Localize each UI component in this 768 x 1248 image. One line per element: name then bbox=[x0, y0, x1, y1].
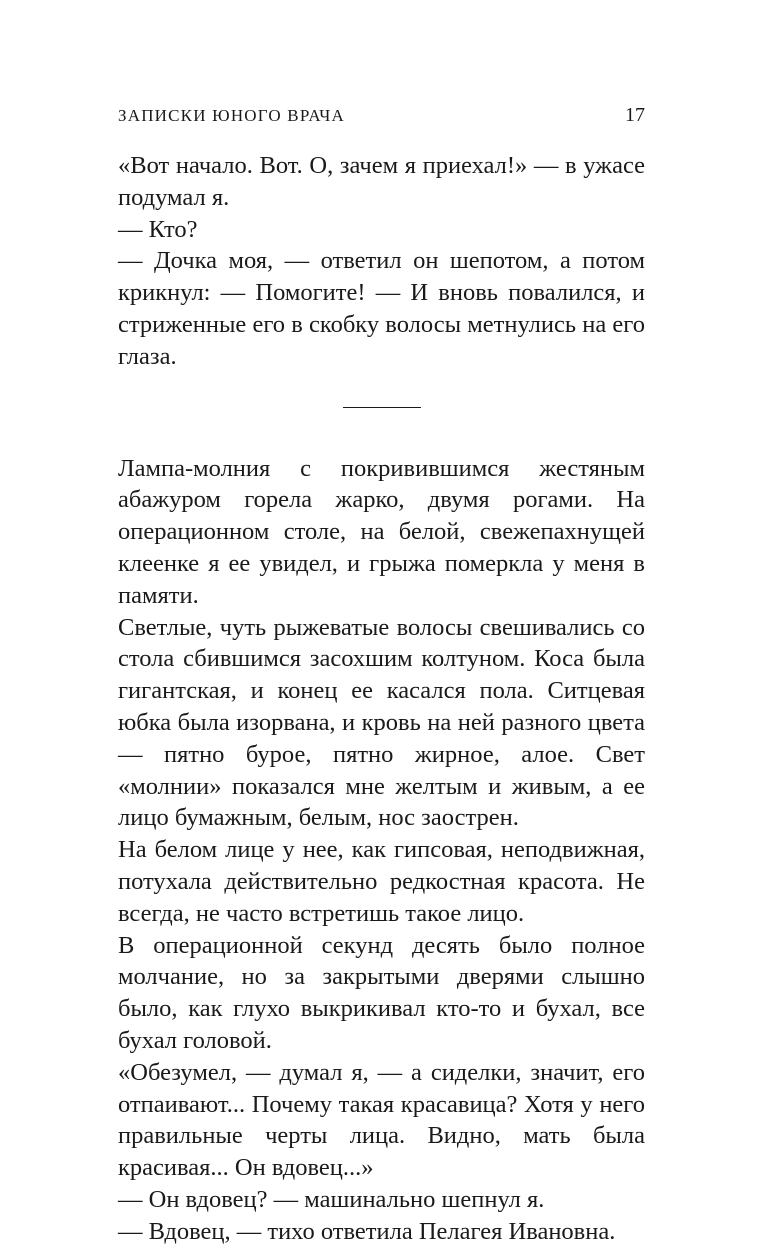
paragraph: — Вдовец, — тихо ответила Пелагея Ивановна. bbox=[118, 1217, 616, 1245]
paragraph: В операционной секунд десять было полное молчание, но за закрытыми дверями слышно было, как глухо выкрикивал кто-то и бухал, все бухал головой. bbox=[118, 931, 645, 1054]
page-number: 17 bbox=[625, 104, 645, 126]
body-text bbox=[118, 150, 645, 1248]
paragraph: Лампа-молния с покривившимся жестяным абажуром горела жарко, двумя рогами. На операционном столе, на белой, свежепахнущей клеенке я ее увидел, и грыжа померкла у меня в памяти. bbox=[118, 454, 645, 609]
paragraph: — Кто? bbox=[118, 215, 198, 243]
running-head bbox=[118, 104, 645, 127]
paragraph: «Вот начало. Вот. О, зачем я приехал!» — в ужасе подумал я. bbox=[118, 152, 645, 211]
paragraph: На белом лице у нее, как гипсовая, неподвижная, потухала действительно редкостная красота. Не всегда, не часто встретишь такое лицо. bbox=[118, 836, 645, 927]
paragraph: «Обезумел, — думал я, — а сиделки, значит, его отпаивают... Почему такая красавица? Хотя у него правильные черты лица. Видно, мать была красивая... Он вдовец...» bbox=[118, 1058, 645, 1182]
paragraph: — Он вдовец? — машинально шепнул я. bbox=[118, 1185, 545, 1213]
running-title: ЗАПИСКИ ЮНОГО ВРАЧА bbox=[118, 106, 345, 125]
paragraph: Светлые, чуть рыжеватые волосы свешивались со стола сбившимся засохшим колтуном. Коса была гигантская, и конец ее касался пола. Ситцевая юбка была изорвана, и кровь на ней разного цвета — пятно бурое, пятно жирное, алое. Свет «молнии» показался мне желтым и живым, а ее лицо бумажным, белым, нос заострен. bbox=[118, 613, 645, 832]
section-divider bbox=[343, 407, 421, 408]
paragraph: — Дочка моя, — ответил он шепотом, а потом крикнул: — Помогите! — И вновь повалился, и стриженные его в скобку волосы метнулись на его глаза. bbox=[118, 247, 645, 370]
